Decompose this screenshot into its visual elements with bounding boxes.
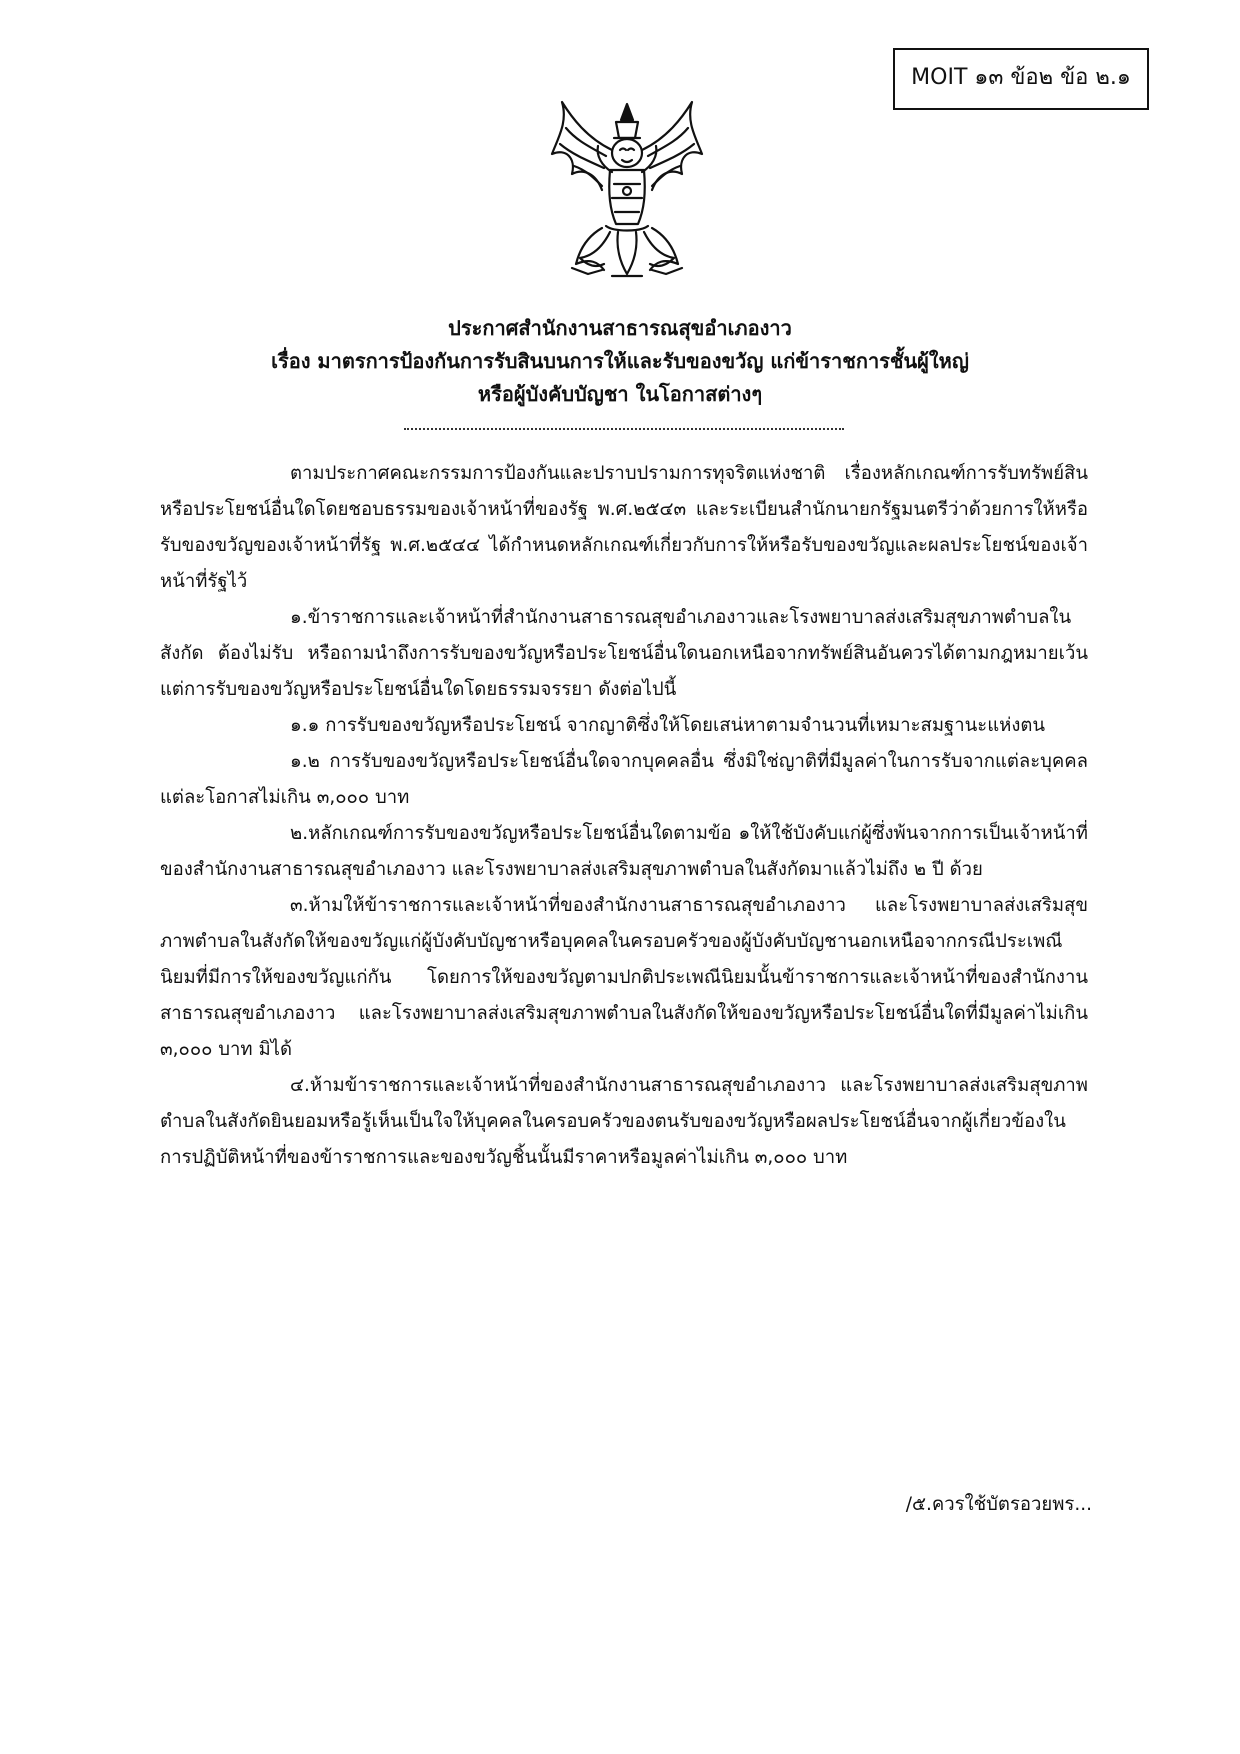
paragraph-clause-3: ๓.ห้ามให้ข้าราชการและเจ้าหน้าที่ของสำนักงานสาธารณสุขอำเภองาว และโรงพยาบาลส่งเสริมสุขภาพตำบลในสังกัดให้ของขวัญแก่ผู้บังคับบัญชาหรือบุคคลในครอบครัวของผู้บังคับบัญชานอกเหนือจากกรณีประเพณีนิยมที่มีการให้ของขวัญแก่กัน โดยการให้ของขวัญตามปกติประเพณีนิยมนั้นข้าราชการและเจ้าหน้าที่ของสำนักงานสาธารณสุขอำเภองาว และโรงพยาบาลส่งเสริมสุขภาพตำบลในสังกัดให้ของขวัญหรือประโยชน์อื่นใดที่มีมูลค่าไม่เกิน ๓,๐๐๐ บาท มิได้ — [160, 895, 1088, 1060]
announcement-title-line-3: หรือผู้บังคับบัญชา ในโอกาสต่างๆ — [477, 382, 763, 406]
reference-code-box: MOIT ๑๓ ข้อ๒ ข้อ ๒.๑ — [893, 48, 1149, 110]
paragraph-preamble: ตามประกาศคณะกรรมการป้องกันและปราบปรามการทุจริตแห่งชาติ เรื่องหลักเกณฑ์การรับทรัพย์สินหรือประโยชน์อื่นใดโดยชอบธรรมของเจ้าหน้าที่ของรัฐ พ.ศ.๒๕๔๓ และระเบียนสำนักนายกรัฐมนตรีว่าด้วยการให้หรือรับของขวัญของเจ้าหน้าที่รัฐ พ.ศ.๒๕๔๔ ได้กำหนดหลักเกณฑ์เกี่ยวกับการให้หรือรับของขวัญและผลประโยชน์ของเจ้าหน้าที่รัฐไว้ — [160, 463, 1088, 592]
paragraph-clause-1-1: ๑.๑ การรับของขวัญหรือประโยชน์ จากญาติซึ่งให้โดยเสน่หาตามจำนวนที่เหมาะสมฐานะแห่งตน — [290, 715, 1046, 736]
paragraph-clause-1-2: ๑.๒ การรับของขวัญหรือประโยชน์อื่นใดจากบุคคลอื่น ซึ่งมิใช่ญาติที่มีมูลค่าในการรับจากแต่ละบุคคลแต่ละโอกาสไม่เกิน ๓,๐๐๐ บาท — [160, 751, 1088, 808]
announcement-title-line-2: เรื่อง มาตรการป้องกันการรับสินบนการให้และรับของขวัญ แก่ข้าราชการชั้นผู้ใหญ่ — [271, 349, 969, 373]
next-page-marker: /๕.ควรใช้บัตรอวยพร... — [905, 1494, 1092, 1515]
dotted-separator — [404, 420, 844, 430]
announcement-body — [160, 456, 1088, 1176]
paragraph-clause-4: ๔.ห้ามข้าราชการและเจ้าหน้าที่ของสำนักงานสาธารณสุขอำเภองาว และโรงพยาบาลส่งเสริมสุขภาพตำบลในสังกัดยินยอมหรือรู้เห็นเป็นใจให้บุคคลในครอบครัวของตนรับของขวัญหรือผลประโยชน์อื่นจากผู้เกี่ยวข้องในการปฏิบัติหน้าที่ของข้าราชการและของขวัญชิ้นนั้นมีราคาหรือมูลค่าไม่เกิน ๓,๐๐๐ บาท — [160, 1075, 1088, 1168]
paragraph-clause-1: ๑.ข้าราชการและเจ้าหน้าที่สำนักงานสาธารณสุขอำเภองาวและโรงพยาบาลส่งเสริมสุขภาพตำบลในสังกัด ต้องไม่รับ หรือถามนำถึงการรับของขวัญหรือประโยชน์อื่นใดนอกเหนือจากทรัพย์สินอันควรได้ตามกฎหมายเว้นแต่การรับของขวัญหรือประโยชน์อื่นใดโดยธรรมจรรยา ดังต่อไปนี้ — [160, 607, 1088, 700]
garuda-emblem-icon — [532, 98, 722, 288]
announcement-title — [100, 312, 1140, 411]
paragraph-clause-2: ๒.หลักเกณฑ์การรับของขวัญหรือประโยชน์อื่นใดตามข้อ ๑ให้ใช้บังคับแก่ผู้ซึ่งพ้นจากการเป็นเจ้าหน้าที่ของสำนักงานสาธารณสุขอำเภองาว และโรงพยาบาลส่งเสริมสุขภาพตำบลในสังกัดมาแล้วไม่ถึง ๒ ปี ด้วย — [160, 823, 1088, 880]
announcement-title-line-1: ประกาศสำนักงานสาธารณสุขอำเภองาว — [448, 316, 792, 340]
